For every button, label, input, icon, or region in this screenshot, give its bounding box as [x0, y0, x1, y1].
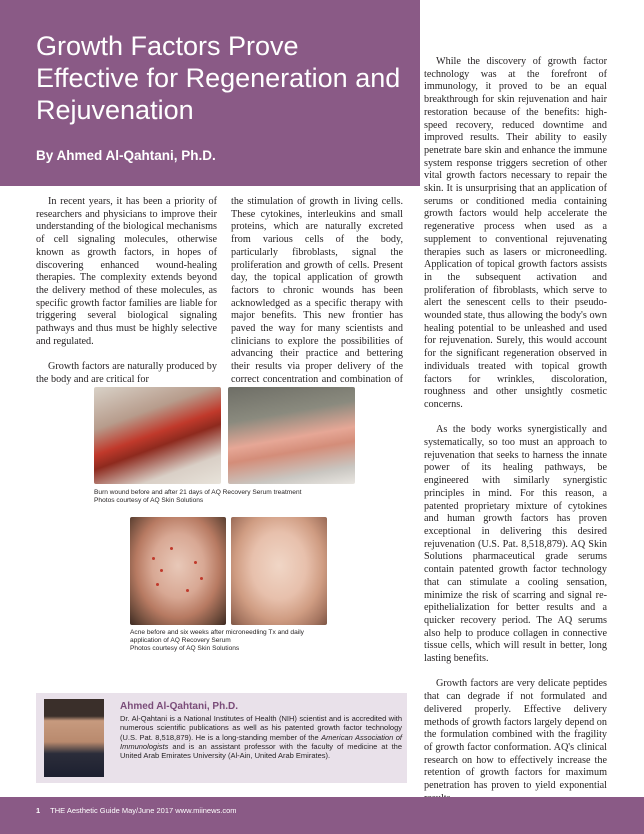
acne-spot [160, 569, 163, 572]
author-bio-text [120, 714, 402, 760]
body-paragraph: the stimulation of growth in living cells. These cytokines, interleukins and small proteins, which are naturally excreted from various cells of the body, particularly fibroblasts, signal the proliferation and growth of cells. Present day, the topical application of growth factors to chronic wounds has been acknowledged as a specific therapy with major benefits. This new frontier has paved the way for many scientists and clinicians to explore the possibilities of advancing their practice and bettering their results via proper delivery of the correct concentration and combination of [231, 196, 403, 385]
article-byline: By Ahmed Al-Qahtani, Ph.D. [36, 148, 216, 163]
acne-spot [156, 583, 159, 586]
acne-after-photo [231, 517, 327, 625]
burn-photo-credit: Photos courtesy of AQ Skin Solutions [94, 497, 204, 504]
header-band [0, 0, 420, 186]
bio-association-name: American Association of Immunologists [120, 732, 402, 751]
body-column-right [424, 56, 607, 818]
acne-spot [200, 577, 203, 580]
bio-text-part: Dr. Al-Qahtani is a National Institutes of Health (NIH) scientist and is accredited with numerous scientific publications as well as his patented growth factor technology (U.S. Pat. 8,518,879). He is a long-standing member of the [120, 714, 402, 742]
burn-caption-text: Burn wound before and after 21 days of AQ Recovery Serum treatment [94, 489, 302, 496]
acne-photo-credit: Photos courtesy of AQ Skin Solutions [130, 645, 240, 652]
bio-text-part: and is an assistant professor with the faculty of medicine at the United Arab Emirates University (Al-Ain, United Arab Emirates). [120, 741, 402, 761]
body-paragraph: As the body works synergistically and systematically, so too must an approach to rejuvenation that seeks to harness the innate power of its healing pathways, be engineered with similarly synergistic principles in mind. For this reason, a patented proprietary mixture of cytokines and human growth factors has proven exceptional in delivering this desired rejuvenation (U.S. Pat. 8,518,879). AQ Skin Solutions pharmaceutical grade serums contain patented growth factor technology that can stimulate a cooling sensation, minimize the risk of scarring and signal re-epithelialization for better results and a quicker recovery period. The AQ serums also help to produce collagen in connective tissue cells, which will result in better, long lasting benefits. [424, 424, 607, 665]
acne-spot [170, 547, 173, 550]
article-title: Growth Factors Prove Effective for Regeneration and Rejuvenation [36, 31, 401, 125]
author-bio-name: Ahmed Al-Qahtani, Ph.D. [120, 701, 238, 712]
acne-before-photo [130, 517, 226, 625]
acne-figure-caption [130, 629, 330, 653]
burn-wound-before-photo [94, 387, 221, 484]
body-column-left [36, 196, 217, 399]
burn-figure-caption [94, 489, 334, 505]
body-paragraph: In recent years, it has been a priority of researchers and physicians to improve their understanding of the biological mechanisms of cell signaling molecules, otherwise known as growth factors, in hopes of discovering enhanced wound-healing therapies. The complexity extends beyond the delivery method of these molecules, as specific growth factor families are liable for triggering several biological signaling pathways and thus must be highly selective and regulated. [36, 196, 217, 347]
footer [36, 806, 237, 815]
body-paragraph: While the discovery of growth factor technology was at the forefront of immunology, it proved to be an equal breakthrough for skin rejuvenation and hair restoration because of the benefits: high-speed recovery, reduced downtime and improved results. Their ability to easily penetrate bare skin and enhance the immune system response triggers secretion of other vital growth factors necessary to repair the skin. It is unsurprising that an application of serums or conditioned media containing growth factors would help accelerate the regenerative process when used as a supplement to conventional rejuvenating therapies such as lasers or microneedling. Application of topical growth factors assists in the subsequent activation and proliferation of fibroblasts, which serve to alert the senescent cells to their pseudo-wounded state, thus allowing the body's own healing potential to be unleashed and used for rejuvenation. Surely, this would account for the significant regeneration observed in individuals treated with topical growth factors for wrinkles, discoloration, roughness and other unsightly cosmetic concerns. [424, 56, 607, 410]
body-paragraph: Growth factors are very delicate peptides that can degrade if not formulated and delivered properly. Effective delivery methods of growth factors largely depend on the formulation combined with the fragility of growth factor conformation. AQ's clinical research on how to effectively increase the retention of growth factors for maximum penetration has proven to yield exponential [424, 678, 607, 792]
author-photo [44, 699, 104, 777]
page-number: 1 [36, 806, 41, 815]
footer-publication-text: THE Aesthetic Guide May/June 2017 www.miinews.com [50, 806, 237, 815]
acne-caption-text: Acne before and six weeks after microneedling Tx and daily application of AQ Recovery Serum [130, 629, 304, 644]
body-paragraph: Growth factors are naturally produced by the body and are critical for [36, 361, 217, 385]
footer-band [0, 797, 644, 834]
acne-spot [152, 557, 155, 560]
burn-wound-after-photo [228, 387, 355, 484]
acne-spot [194, 561, 197, 564]
acne-spot [186, 589, 189, 592]
body-column-middle [231, 196, 403, 412]
